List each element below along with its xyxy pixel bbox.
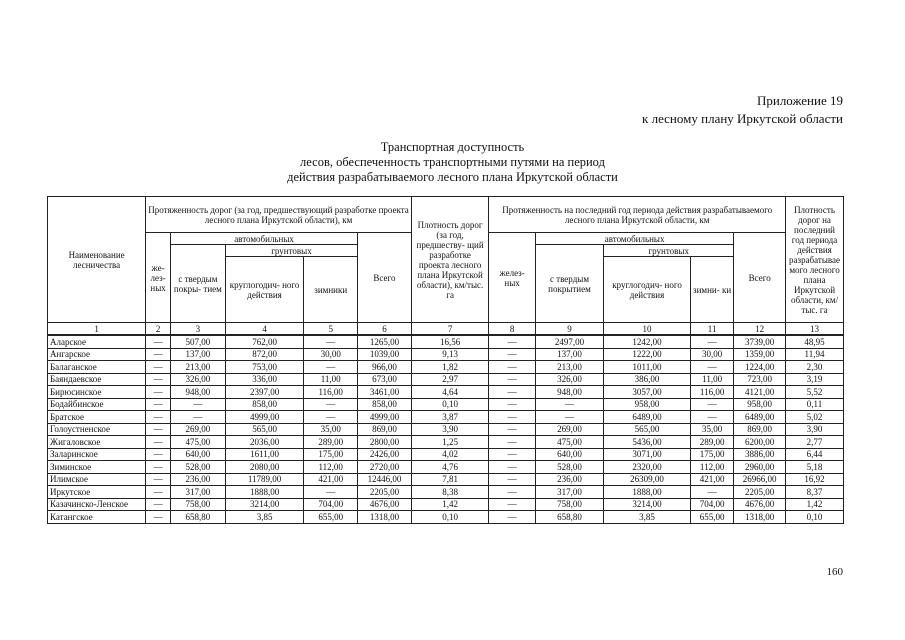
table-cell: 26309,00 <box>604 473 691 486</box>
table-cell: 3071,00 <box>604 448 691 461</box>
table-cell: — <box>304 335 358 348</box>
document-title <box>0 140 905 185</box>
forestry-name-cell: Заларинское <box>48 448 146 461</box>
table-cell: — <box>489 373 536 386</box>
table-cell: 11789,00 <box>225 473 304 486</box>
table-cell: 528,00 <box>535 461 603 474</box>
table-cell: 966,00 <box>358 361 412 374</box>
table-cell: 175,00 <box>304 448 358 461</box>
table-cell: 112,00 <box>304 461 358 474</box>
table-cell: 1242,00 <box>604 335 691 348</box>
column-number: 6 <box>358 323 412 336</box>
column-number: 9 <box>535 323 603 336</box>
table-cell: 9,13 <box>411 348 489 361</box>
table-cell: 326,00 <box>535 373 603 386</box>
header-group-previous-year: Протяженность дорог (за год, предшествующий разработке проекта лесного плана Иркутской области), км <box>146 197 412 233</box>
table-cell: 758,00 <box>535 498 603 511</box>
table-cell: 2,97 <box>411 373 489 386</box>
table-cell: 3214,00 <box>225 498 304 511</box>
table-cell: 35,00 <box>690 423 733 436</box>
table-cell: — <box>690 361 733 374</box>
column-number: 12 <box>734 323 786 336</box>
table-cell: 753,00 <box>225 361 304 374</box>
table-cell: 1039,00 <box>358 348 412 361</box>
table-cell: — <box>146 335 171 348</box>
table-cell: 5,02 <box>786 411 844 424</box>
table-cell: 2800,00 <box>358 436 412 449</box>
table-cell: 317,00 <box>535 486 603 499</box>
table-cell: 213,00 <box>535 361 603 374</box>
table-cell: 3,90 <box>411 423 489 436</box>
table-cell: 872,00 <box>225 348 304 361</box>
table-cell: — <box>489 386 536 399</box>
table-cell: 2320,00 <box>604 461 691 474</box>
table-cell: 640,00 <box>171 448 226 461</box>
table-cell: — <box>690 486 733 499</box>
table-cell: 528,00 <box>171 461 226 474</box>
table-cell: 948,00 <box>535 386 603 399</box>
table-cell: 30,00 <box>304 348 358 361</box>
table-row <box>48 436 844 449</box>
table-cell: — <box>146 473 171 486</box>
table-cell: 3057,00 <box>604 386 691 399</box>
table-cell: 2,77 <box>786 436 844 449</box>
table-cell: — <box>171 398 226 411</box>
table-cell: 655,00 <box>690 511 733 524</box>
table-cell: 336,00 <box>225 373 304 386</box>
title-line-3: действия разрабатываемого лесного плана Иркутской области <box>287 170 618 184</box>
table-cell: — <box>489 498 536 511</box>
table-cell: 289,00 <box>690 436 733 449</box>
table-cell: 6489,00 <box>734 411 786 424</box>
header-density-previous: Плотность дорог (за год, предшеству- щий разработке проекта лесного плана Иркутской области), км/тыс. га <box>411 197 489 323</box>
table-cell: 6489,00 <box>604 411 691 424</box>
table-cell: 12446,00 <box>358 473 412 486</box>
table-cell: 2080,00 <box>225 461 304 474</box>
table-row <box>48 411 844 424</box>
table-cell: 3,85 <box>604 511 691 524</box>
header-ground-last: грунтовых <box>604 245 734 257</box>
table-cell: — <box>489 486 536 499</box>
table-cell: 1,82 <box>411 361 489 374</box>
table-cell: 0,10 <box>411 511 489 524</box>
table-cell: — <box>489 423 536 436</box>
header-rail-previous: же- лез- ных <box>146 233 171 323</box>
table-cell: 5,18 <box>786 461 844 474</box>
table-cell: 236,00 <box>171 473 226 486</box>
table-cell: 3,85 <box>225 511 304 524</box>
table-cell: 0,10 <box>786 511 844 524</box>
table-cell: — <box>489 348 536 361</box>
table-row <box>48 448 844 461</box>
table-cell: 869,00 <box>358 423 412 436</box>
table-cell: 3739,00 <box>734 335 786 348</box>
table-cell: — <box>489 436 536 449</box>
table-cell: 3,87 <box>411 411 489 424</box>
table-cell: 1888,00 <box>604 486 691 499</box>
header-winter-last: зимни- ки <box>690 257 733 323</box>
table-cell: 658,80 <box>171 511 226 524</box>
table-row <box>48 473 844 486</box>
table-cell: 3214,00 <box>604 498 691 511</box>
table-cell: 2426,00 <box>358 448 412 461</box>
table-row <box>48 511 844 524</box>
table-cell: 8,37 <box>786 486 844 499</box>
table-cell: 2205,00 <box>734 486 786 499</box>
table-cell: — <box>146 511 171 524</box>
table-cell: — <box>146 348 171 361</box>
table-cell: 11,00 <box>304 373 358 386</box>
table-cell: 4,64 <box>411 386 489 399</box>
table-cell: — <box>690 398 733 411</box>
table-cell: 8,38 <box>411 486 489 499</box>
header-ground-previous: грунтовых <box>225 245 357 257</box>
forestry-name-cell: Голоустненское <box>48 423 146 436</box>
table-cell: 1888,00 <box>225 486 304 499</box>
forestry-name-cell: Братское <box>48 411 146 424</box>
table-cell: — <box>146 423 171 436</box>
table-cell: 858,00 <box>358 398 412 411</box>
table-cell: 11,00 <box>690 373 733 386</box>
table-cell: 269,00 <box>171 423 226 436</box>
table-cell: — <box>535 411 603 424</box>
table-cell: 1318,00 <box>358 511 412 524</box>
table-cell: 3886,00 <box>734 448 786 461</box>
header-auto-previous: автомобильных <box>171 233 358 245</box>
table-cell: 48,95 <box>786 335 844 348</box>
table-row <box>48 386 844 399</box>
table-row <box>48 373 844 386</box>
table-cell: 3,90 <box>786 423 844 436</box>
table-cell: 2960,00 <box>734 461 786 474</box>
table-cell: 236,00 <box>535 473 603 486</box>
table-cell: 475,00 <box>171 436 226 449</box>
column-number: 13 <box>786 323 844 336</box>
forestry-name-cell: Илимское <box>48 473 146 486</box>
table-cell: — <box>146 411 171 424</box>
table-cell: 475,00 <box>535 436 603 449</box>
table-cell: 2205,00 <box>358 486 412 499</box>
road-density-table <box>47 196 844 524</box>
forestry-name-cell: Баяндаевское <box>48 373 146 386</box>
table-cell: 958,00 <box>734 398 786 411</box>
table-cell: 26966,00 <box>734 473 786 486</box>
header-all-year-previous: круглогодич- ного действия <box>225 257 304 323</box>
column-number-row <box>48 323 844 336</box>
column-number: 10 <box>604 323 691 336</box>
table-cell: 640,00 <box>535 448 603 461</box>
forestry-name-cell: Казачинско-Ленское <box>48 498 146 511</box>
header-auto-last: автомобильных <box>535 233 733 245</box>
title-line-1: Транспортная доступность <box>380 140 525 154</box>
table-cell: — <box>489 411 536 424</box>
table-row <box>48 498 844 511</box>
table-cell: 1,25 <box>411 436 489 449</box>
table-cell: 507,00 <box>171 335 226 348</box>
header-winter-previous: зимники <box>304 257 358 323</box>
table-cell: 4,76 <box>411 461 489 474</box>
table-cell: — <box>489 511 536 524</box>
table-cell: 3461,00 <box>358 386 412 399</box>
table-cell: — <box>489 473 536 486</box>
table-cell: 869,00 <box>734 423 786 436</box>
forestry-name-cell: Ангарское <box>48 348 146 361</box>
table-cell: 4999,00 <box>358 411 412 424</box>
table-cell: — <box>146 386 171 399</box>
table-cell: 948,00 <box>171 386 226 399</box>
table-cell: 565,00 <box>225 423 304 436</box>
table-cell: — <box>146 361 171 374</box>
appendix-number: Приложение 19 <box>756 93 843 108</box>
table-cell: — <box>304 486 358 499</box>
table-cell: 1224,00 <box>734 361 786 374</box>
table-cell: — <box>535 398 603 411</box>
table-row <box>48 348 844 361</box>
table-cell: 704,00 <box>304 498 358 511</box>
forestry-name-cell: Зиминское <box>48 461 146 474</box>
table-cell: 1265,00 <box>358 335 412 348</box>
table-cell: 762,00 <box>225 335 304 348</box>
table-cell: 421,00 <box>690 473 733 486</box>
header-density-last: Плотность дорог на последний год периода действия разрабатывае мого лесного плана Иркутской области, км/тыс. га <box>786 197 844 323</box>
table-cell: 116,00 <box>304 386 358 399</box>
column-number: 4 <box>225 323 304 336</box>
table-cell: 4676,00 <box>358 498 412 511</box>
table-cell: 1611,00 <box>225 448 304 461</box>
table-cell: 658,80 <box>535 511 603 524</box>
table-cell: 7,81 <box>411 473 489 486</box>
table-row <box>48 486 844 499</box>
table-cell: 3,19 <box>786 373 844 386</box>
table-cell: 0,11 <box>786 398 844 411</box>
table-row <box>48 423 844 436</box>
table-cell: 4121,00 <box>734 386 786 399</box>
table-cell: — <box>304 411 358 424</box>
table-cell: 2036,00 <box>225 436 304 449</box>
table-cell: — <box>171 411 226 424</box>
header-hard-surface-last: с твердым покрытием <box>535 245 603 323</box>
table-cell: 1011,00 <box>604 361 691 374</box>
appendix-header <box>642 92 843 128</box>
page-number: 160 <box>826 566 843 578</box>
table-cell: 565,00 <box>604 423 691 436</box>
forestry-name-cell: Жигаловское <box>48 436 146 449</box>
table-cell: 269,00 <box>535 423 603 436</box>
table-cell: 1,42 <box>411 498 489 511</box>
table-cell: 16,56 <box>411 335 489 348</box>
table-cell: — <box>146 436 171 449</box>
table-cell: 1222,00 <box>604 348 691 361</box>
table-cell: 655,00 <box>304 511 358 524</box>
table-cell: — <box>489 448 536 461</box>
table-cell: 5,52 <box>786 386 844 399</box>
table-cell: 2,30 <box>786 361 844 374</box>
table-cell: 175,00 <box>690 448 733 461</box>
table-cell: — <box>489 361 536 374</box>
header-all-year-last: круглогодич- ного действия <box>604 257 691 323</box>
title-line-2: лесов, обеспеченность транспортными путями на период <box>300 155 605 169</box>
column-number: 1 <box>48 323 146 336</box>
table-cell: — <box>146 448 171 461</box>
table-cell: 1,42 <box>786 498 844 511</box>
table-cell: 2720,00 <box>358 461 412 474</box>
table-cell: — <box>146 486 171 499</box>
table-cell: — <box>146 461 171 474</box>
table-cell: 11,94 <box>786 348 844 361</box>
appendix-subtitle: к лесному плану Иркутской области <box>642 111 843 126</box>
table-cell: 958,00 <box>604 398 691 411</box>
table-cell: 6200,00 <box>734 436 786 449</box>
forestry-name-cell: Иркутское <box>48 486 146 499</box>
forestry-name-cell: Бодайбинское <box>48 398 146 411</box>
header-group-last-year: Протяженность на последний год периода действия разрабатываемого лесного плана Иркутской области, км <box>489 197 786 233</box>
table-cell: 723,00 <box>734 373 786 386</box>
table-cell: 5436,00 <box>604 436 691 449</box>
table-cell: 35,00 <box>304 423 358 436</box>
table-cell: 0,10 <box>411 398 489 411</box>
table-cell: 4676,00 <box>734 498 786 511</box>
header-total-last: Всего <box>734 233 786 323</box>
column-number: 7 <box>411 323 489 336</box>
table-cell: 30,00 <box>690 348 733 361</box>
table-cell: 421,00 <box>304 473 358 486</box>
column-number: 5 <box>304 323 358 336</box>
table-row <box>48 335 844 348</box>
header-rail-last: желез- ных <box>489 233 536 323</box>
table-cell: 4,02 <box>411 448 489 461</box>
column-number: 3 <box>171 323 226 336</box>
table-cell: 858,00 <box>225 398 304 411</box>
table-cell: — <box>690 335 733 348</box>
table-cell: 326,00 <box>171 373 226 386</box>
table-cell: 112,00 <box>690 461 733 474</box>
table-cell: — <box>489 398 536 411</box>
table-cell: — <box>146 398 171 411</box>
table-row <box>48 461 844 474</box>
table-cell: 758,00 <box>171 498 226 511</box>
column-number: 2 <box>146 323 171 336</box>
table-cell: — <box>489 335 536 348</box>
table-row <box>48 398 844 411</box>
table-cell: 137,00 <box>171 348 226 361</box>
table-cell: 116,00 <box>690 386 733 399</box>
table-cell: — <box>489 461 536 474</box>
table-cell: 317,00 <box>171 486 226 499</box>
table-cell: 16,92 <box>786 473 844 486</box>
header-hard-surface-previous: с твердым покры- тием <box>171 245 226 323</box>
column-number: 8 <box>489 323 536 336</box>
table-cell: 704,00 <box>690 498 733 511</box>
table-cell: 1359,00 <box>734 348 786 361</box>
table-cell: 6,44 <box>786 448 844 461</box>
table-body <box>48 335 844 523</box>
forestry-name-cell: Бирюсинское <box>48 386 146 399</box>
table-cell: 673,00 <box>358 373 412 386</box>
table-cell: 2397,00 <box>225 386 304 399</box>
column-number: 11 <box>690 323 733 336</box>
table-row <box>48 361 844 374</box>
table-cell: 1318,00 <box>734 511 786 524</box>
table-cell: — <box>146 373 171 386</box>
table-cell: 289,00 <box>304 436 358 449</box>
table-cell: 137,00 <box>535 348 603 361</box>
table-cell: — <box>304 361 358 374</box>
table-cell: 386,00 <box>604 373 691 386</box>
forestry-name-cell: Балаганское <box>48 361 146 374</box>
table-cell: — <box>146 498 171 511</box>
table-cell: 4999,00 <box>225 411 304 424</box>
header-forestry-name: Наименование лесничества <box>48 197 146 323</box>
forestry-name-cell: Катангское <box>48 511 146 524</box>
table-cell: — <box>690 411 733 424</box>
header-total-previous: Всего <box>358 233 412 323</box>
table-cell: — <box>304 398 358 411</box>
table-cell: 2497,00 <box>535 335 603 348</box>
table-cell: 213,00 <box>171 361 226 374</box>
forestry-name-cell: Аларское <box>48 335 146 348</box>
